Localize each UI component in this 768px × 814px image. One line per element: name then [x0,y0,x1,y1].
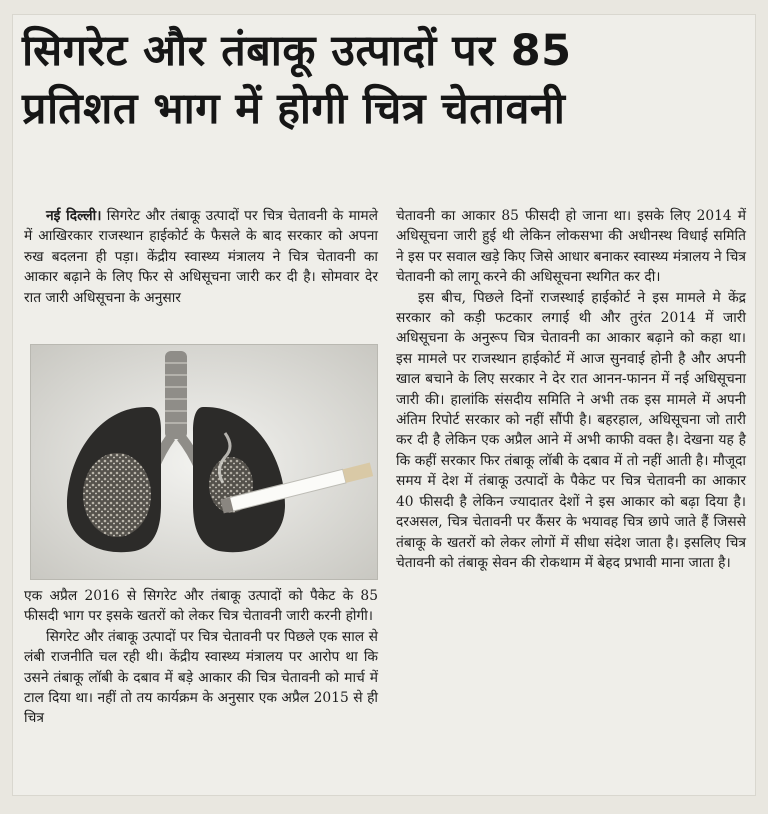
headline-line-1: सिगरेट और तंबाकू उत्पादों पर 85 [22,26,572,76]
article-paragraph: इस बीच, पिछले दिनों राजस्थाई हाईकोर्ट ने इस मामले मे केंद्र सरकार को कड़ी फटकार लगाई थी और तुरंत 2014 में जारी अधिसूचना के अनुरूप चित्र चेतावनी का आकार बढ़ाने को कहा था। इस मामले पर राजस्थान हाईकोर्ट में आज सुनवाई होनी है और अपनी खाल बचाने के लिए सरकार ने देर रात आनन-फानन में नई अधिसूचना जारी की। हालांकि संसदीय समिति ने अभी तक इस मामले में अपनी अंतिम रिपोर्ट सरकार को नहीं सौंपी है। बहरहाल, अधिसूचना जो तारी कर दी है लेकिन एक अप्रैल आने में अभी काफी वक्त है। देखना यह है कि कहीं सरकार फिर तंबाकू लॉबी के दबाव में तो नहीं आती है। मौजूदा समय में देश में तंबाकू उत्पादों के पैकेट पर चित्र चेतावनी का आकार 40 फीसदी है लेकिन ज्यादातर देशों ने इस आकार को बढ़ा दिया है। दरअसल, चित्र चेतावनी पर कैंसर के भयावह चित्र छापे जाते हैं जिससे तंबाकू के खतरों को लेकर लोगों में सीधा संदेश जाता है। इसलिए चित्र चेतावनी को तंबाकू सेवन की रोकथाम में बेहद प्रभावी माना जाता है। [396,289,746,571]
article-paragraph: चेतावनी का आकार 85 फीसदी हो जाना था। इसके लिए 2014 में अधिसूचना जारी हुई थी लेकिन लोकसभा की अधीनस्थ विधाई समिति ने इस पर सवाल खड़े किए जिसे आधार बनाकर स्वास्थ्य मंत्रालय ने चित्र चेतावनी को लागू करने की अधिसूचना स्थगित कर दी। [396,208,746,286]
article-paragraph: सिगरेट और तंबाकू उत्पादों पर चित्र चेतावनी पर पिछले एक साल से लंबी राजनीति चल रही थी। केंद्रीय स्वास्थ्य मंत्रालय पर आरोप था कि उसने तंबाकू लॉबी के दबाव में बड़े आकार की चित्र चेतावनी को मार्च में टाल दिया था। नहीं तो तय कार्यक्रम के अनुसार एक अप्रैल 2015 से ही चित्र [24,628,378,727]
lungs-cigarette-icon [31,345,377,579]
article-column-right [396,206,746,573]
newspaper-clipping [12,14,756,796]
dateline: नई दिल्ली। [46,208,102,224]
article-paragraph: एक अप्रैल 2016 से सिगरेट और तंबाकू उत्पादों को पैकेट के 85 फीसदी भाग पर इसके खतरों को लेकर चित्र चेतावनी जारी करनी होगी। [24,588,378,625]
lungs-cigarette-photo [30,344,378,580]
headline [22,22,746,138]
lead-text: सिगरेट और तंबाकू उत्पादों पर चित्र चेतावनी के मामले में आखिरकार राजस्थान हाईकोर्ट के फैसले के बाद सरकार को अपना रुख बदलना ही पड़ा। केंद्रीय स्वास्थ्य मंत्रालय ने चित्र चेतावनी का आकार बढ़ाने के लिए फिर से अधिसूचना जारी कर दी है। सोमवार देर रात जारी अधिसूचना के अनुसार [24,208,378,306]
article-lead-paragraph [24,206,378,308]
headline-line-2: प्रतिशत भाग में होगी चित्र चेतावनी [22,84,566,134]
article-column-left-bottom [24,586,378,729]
article-column-left-top [24,206,378,308]
